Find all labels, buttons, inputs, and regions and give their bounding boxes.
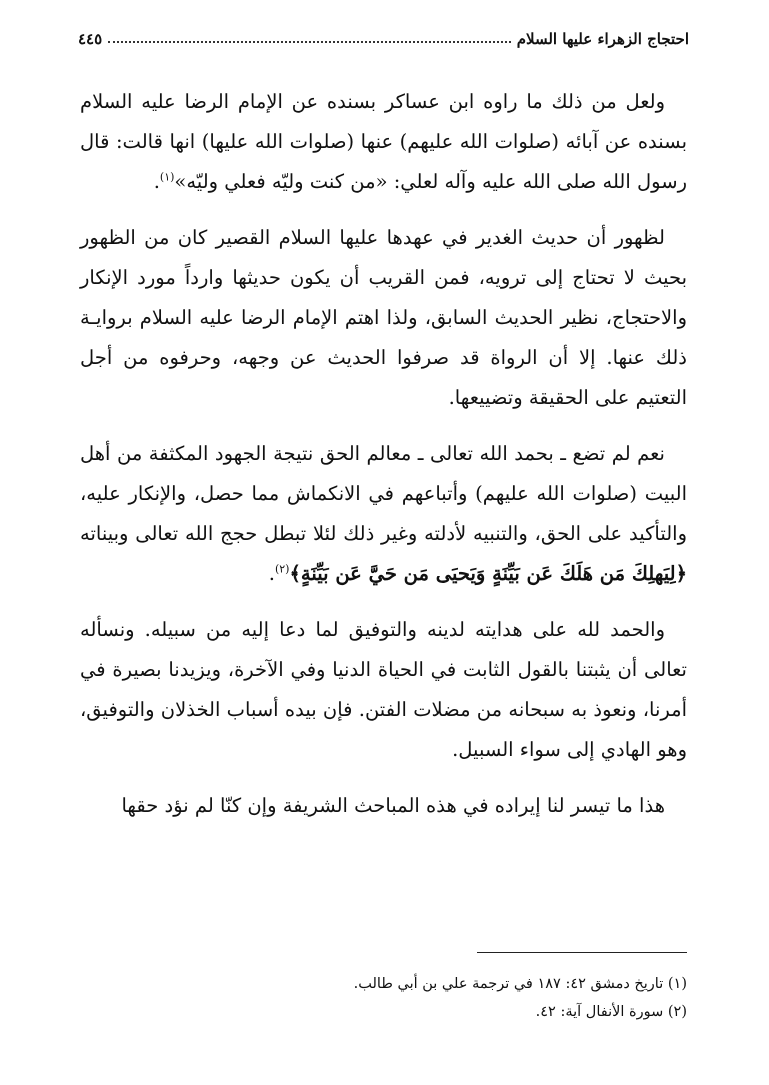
page-number: ٤٤٥ <box>78 30 103 48</box>
quran-verse: ﴿لِيَهلِكَ مَن هَلَكَ عَن بَيِّنَةٍ وَيَحيَى مَن حَيَّ عَن بَيِّنَةٍ﴾ <box>289 562 687 585</box>
footnote-ref-1: (١) <box>159 170 175 184</box>
paragraph-1 <box>80 82 687 202</box>
paragraph-2 <box>80 218 687 418</box>
paragraph-2-text: لظهور أن حديث الغدير في عهدها عليها السلام القصير كان من الظهور بحيث لا تحتاج إلى ترويه، فمن القريب أن يكون حديثها وارداً مورد الإنكار والاحتجاج، نظير الحديث السابق، ولذا اهتم الإمام الرضا عليه السلام بروايـة ذلك عنها. إلا أن الرواة قد صرفوا الحديث عن وجهه، وحرفوه من أجل التعتيم على الحقيقة وتضييعها. <box>80 226 687 409</box>
header-title: احتجاج الزهراء عليها السلام <box>516 30 689 48</box>
paragraph-4 <box>80 610 687 770</box>
paragraph-1-tail: . <box>153 170 160 193</box>
paragraph-3-tail: . <box>268 562 275 585</box>
paragraph-4-text: والحمد لله على هدايته لدينه والتوفيق لما دعا إليه من سبيله. ونسأله تعالى أن يثبتنا بالقول الثابت في الحياة الدنيا وفي الآخرة، ويزيدنا بصيرة في أمرنا، ونعوذ به سبحانه من مضلات الفتن. فإن بيده أسباب الخذلان والتوفيق، وهو الهادي إلى سواء السبيل. <box>80 618 687 761</box>
footnote-1: (١) تاريخ دمشق ٤٢: ١٨٧ في ترجمة علي بن أبي طالب. <box>353 976 687 992</box>
paragraph-5 <box>80 786 687 826</box>
footnotes <box>80 970 687 1026</box>
header-dot-leader <box>108 41 511 43</box>
paragraph-3 <box>80 434 687 594</box>
body-text <box>80 82 687 842</box>
footnote-2: (٢) سورة الأنفال آية: ٤٢. <box>535 1004 687 1020</box>
footnote-ref-2: (٢) <box>274 562 290 576</box>
paragraph-1-text: ولعل من ذلك ما راوه ابن عساكر بسنده عن الإمام الرضا عليه السلام بسنده عن آبائه (صلوات الله عليهم) عنها (صلوات الله عليها) انها قالت: قال رسول الله صلى الله عليه وآله لعلي: «من كنت وليّه فعلي وليّه» <box>80 90 687 193</box>
footnote-divider <box>477 952 687 953</box>
running-header <box>78 22 689 48</box>
paragraph-3-text: نعم لم تضع ـ بحمد الله تعالى ـ معالم الحق نتيجة الجهود المكثفة من أهل البيت (صلوات الله عليهم) وأتباعهم في الانكماش مما حصل، والإنكار عليه، والتأكيد على الحق، والتنبيه لأدلته وغير ذلك لئلا تبطل حجج الله تعالى وبيناته <box>80 442 687 545</box>
paragraph-5-text: هذا ما تيسر لنا إيراده في هذه المباحث الشريفة وإن كنّا لم نؤد حقها <box>121 794 665 817</box>
